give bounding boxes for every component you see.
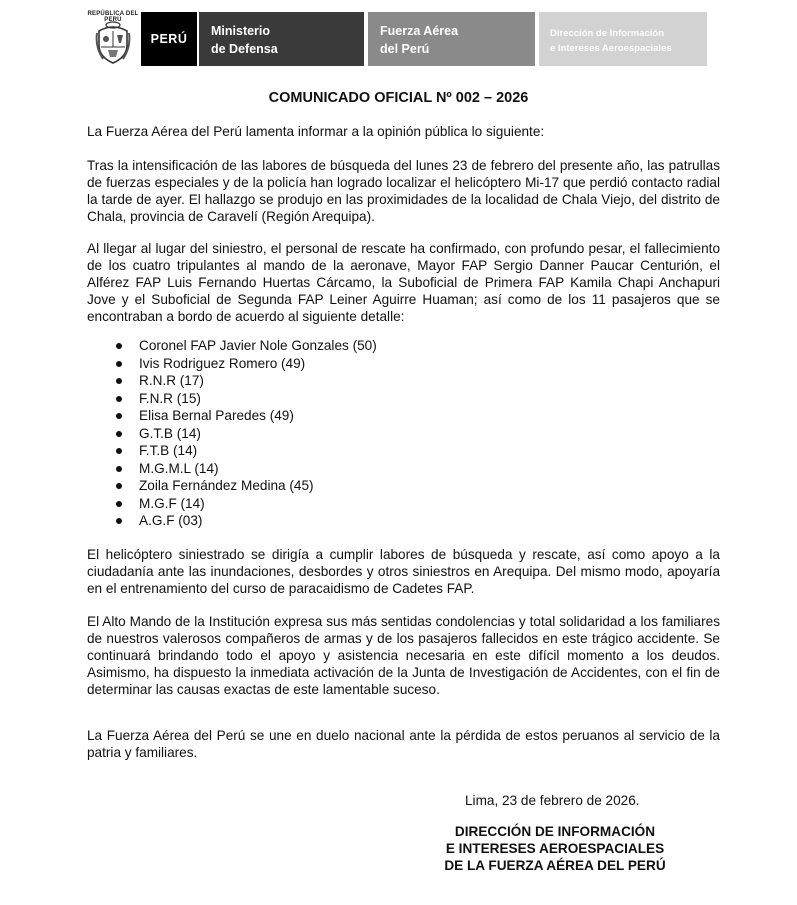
passenger-name: M.G.M.L (14) — [139, 460, 219, 476]
ministry-block — [199, 12, 364, 66]
air-force-line2: del Perú — [380, 42, 430, 56]
direction-line2: e Intereses Aeroespaciales — [550, 43, 672, 54]
bullet-icon — [116, 396, 122, 402]
list-item — [116, 355, 377, 373]
passenger-name: R.N.R (17) — [139, 373, 204, 388]
passenger-name: M.G.F (14) — [139, 495, 205, 511]
passenger-name: Zoila Fernández Medina (45) — [139, 478, 314, 493]
intro-paragraph: La Fuerza Aérea del Perú lamenta informar a la opinión pública lo siguiente: — [87, 124, 545, 139]
bullet-icon — [116, 448, 122, 454]
paragraph-mission: El helicóptero siniestrado se dirigía a cumplir labores de búsqueda y rescate, así como apoyo a la ciudadanía ante las inundaciones, desbordes y otros siniestros en Arequipa. Del mismo modo, apoyaría en el entrenamiento del curso de paracaidismo de Cadetes FAP. — [87, 547, 720, 596]
passenger-list — [116, 337, 377, 530]
ministry-line1: Ministerio — [211, 24, 271, 38]
bullet-icon — [116, 361, 122, 367]
direction-line1: Dirección de Información — [550, 28, 665, 39]
bullet-icon — [116, 501, 122, 507]
bullet-icon — [116, 518, 122, 524]
signature-line1: DIRECCIÓN DE INFORMACIÓN — [454, 824, 656, 839]
peru-label: PERÚ — [150, 32, 188, 46]
passenger-name: F.T.B (14) — [139, 443, 198, 458]
passenger-name: G.T.B (14) — [139, 425, 201, 441]
bullet-icon — [116, 431, 122, 437]
paragraph-condolences: El Alto Mando de la Institución expresa sus más sentidas condolencias y total solidaridad a los familiares de nuestros valerosos compañeros de armas y de los pasajeros fallecidos en este trágico accidente. Se continuará brindando todo el apoyo y asistencia necesaria en este difícil momento a los deudos. Asimismo, ha dispuesto la inmediata activación de la Junta de Investigación de Accidentes, con el fin de determinar las causas exactas de este lamentable suceso. — [87, 614, 720, 697]
list-item — [116, 442, 377, 460]
list-item — [116, 495, 377, 513]
passenger-name: Elisa Bernal Paredes (49) — [139, 408, 294, 423]
document-date: Lima, 23 de febrero de 2026. — [465, 793, 640, 808]
passenger-name: Coronel FAP Javier Nole Gonzales (50) — [139, 338, 377, 353]
list-item — [116, 460, 377, 478]
signature-block — [420, 823, 690, 874]
passenger-name: F.N.R (15) — [139, 390, 201, 406]
list-item — [116, 407, 377, 425]
ministry-line2: de Defensa — [211, 42, 278, 56]
coat-of-arms-icon — [95, 19, 131, 65]
paragraph-search: Tras la intensificación de las labores de búsqueda del lunes 23 de febrero del presente año, las patrullas de fuerzas especiales y de la policía han logrado localizar el helicóptero Mi-17 que perdió contacto radial la tarde de ayer. El hallazgo se produjo en las proximidades de la localidad de Chala Viejo, del distrito de Chala, provincia de Caravelí (Región Arequipa). — [87, 158, 720, 224]
passenger-name: Ivis Rodriguez Romero (49) — [139, 355, 306, 371]
list-item — [116, 425, 377, 443]
seal-caption: REPÚBLICA DEL PERÚ — [87, 11, 139, 23]
signature-line3: DE LA FUERZA AÉREA DEL PERÚ — [444, 858, 666, 873]
list-item — [116, 372, 377, 390]
direction-block — [539, 12, 707, 66]
air-force-block — [368, 12, 535, 66]
bullet-icon — [116, 466, 122, 472]
bullet-icon — [116, 483, 122, 489]
document-title: COMUNICADO OFICIAL Nº 002 – 2026 — [268, 90, 529, 106]
signature-line2: E INTERESES AEROESPACIALES — [445, 841, 665, 856]
list-item — [116, 512, 377, 530]
bullet-icon — [116, 343, 122, 349]
bullet-icon — [116, 413, 122, 419]
air-force-line1: Fuerza Aérea — [380, 24, 459, 38]
list-item — [116, 477, 377, 495]
coat-of-arms-seal — [86, 11, 140, 67]
paragraph-mourning: La Fuerza Aérea del Perú se une en duelo nacional ante la pérdida de estos peruanos al servicio de la patria y familiares. — [87, 728, 720, 760]
list-item — [116, 337, 377, 355]
peru-block — [141, 12, 197, 66]
bullet-icon — [116, 378, 122, 384]
passenger-name: A.G.F (03) — [139, 513, 203, 528]
list-item — [116, 390, 377, 408]
paragraph-victims: Al llegar al lugar del siniestro, el personal de rescate ha confirmado, con profundo pesar, el fallecimiento de los cuatro tripulantes al mando de la aeronave, Mayor FAP Sergio Danner Paucar Centurión, el Alférez FAP Luis Fernando Huertas Cárcamo, la Suboficial de Primera FAP Kamila Chapi Anchapuri Jove y el Suboficial de Segunda FAP Leiner Aguirre Huaman; así como de los 11 pasajeros que se encontraban a bordo de acuerdo al siguiente detalle: — [87, 241, 720, 324]
